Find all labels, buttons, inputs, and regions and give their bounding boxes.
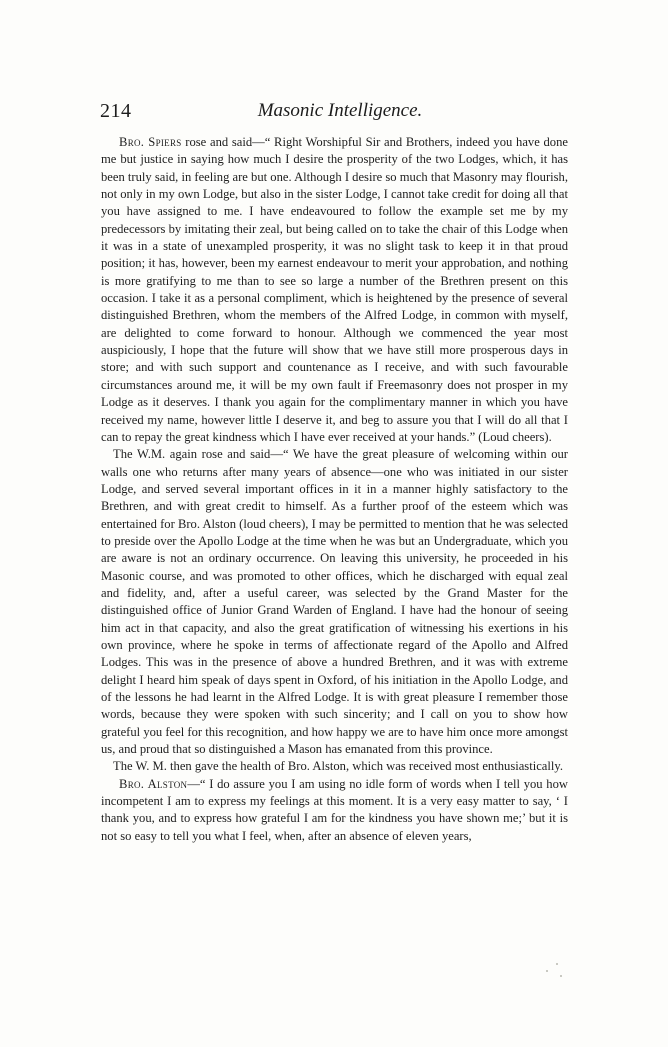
paper-speck — [560, 975, 562, 977]
paragraph-text: rose and said—“ Right Worshipful Sir and Brothers, indeed you have done me but justice in saying how much I desire the prosperity of the two Lodges, which, it has been truly said, in feeling are but one. Although I desire so much that Masonry may flourish, not only in my own Lodge, but also in the sister Lodge, I cannot take credit for doing all that you have assigned to me. I have endeavoured to follow the example set me by my predecessors by imitating their zeal, but being called on to take the chair of this Lodge when it was in a state of unexampled prosperity, it was no slight task to keep it in that proud position; it has, however, been my earnest endeavour to merit your approbation, and nothing is more gratifying to me than to see so large a number of the Brethren present on this occasion. I take it as a personal compliment, which is heightened by the presence of several distinguished Brethren, whom the members of the Alfred Lodge, in common with myself, are delighted to come forward to honour. Although we commenced the year most auspiciously, I hope that the future will show that we have still more prosperous days in store; and with such support and countenance as I receive, and with such favourable circumstances around me, it will be my own fault if Freemasonry does not prosper in my Lodge as it deserves. I thank you again for the complimentary manner in which you have received my name, however little I deserve it, and beg to assure you that I will do all that I can to repay the great kindness which I have ever received at your hands.” (Loud cheers). — [101, 135, 568, 444]
page-header — [100, 100, 568, 124]
body-text — [101, 134, 568, 845]
paragraph-alston-speech — [101, 776, 568, 845]
paper-speck — [556, 963, 558, 965]
page-number: 214 — [100, 100, 132, 122]
paragraph-text: —“ I do assure you I am using no idle form of words when I tell you how incompetent I am to express my feelings at this moment. It is a very easy matter to say, ‘ I thank you, and to express how grateful I am for the kindness you have shown me;’ but it is not so easy to tell you what I feel, when, after an absence of eleven years, — [101, 776, 568, 843]
paragraph-spiers-speech — [101, 134, 568, 446]
paragraph-health-toast — [101, 758, 568, 775]
paper-speck — [546, 970, 548, 972]
speaker-name: Bro. Alston — [119, 776, 188, 791]
paragraph-wm-speech — [101, 446, 568, 758]
speaker-name: Bro. Spiers — [119, 135, 182, 149]
paragraph-text: The W. M. then gave the health of Bro. Alston, which was received most enthusiastically. — [113, 759, 564, 774]
running-title: Masonic Intelligence. — [257, 100, 423, 121]
paragraph-text: The W.M. again rose and said—“ We have the great pleasure of welcoming within our walls one who returns after many years of absence—one who was initiated in our sister Lodge, and served several important offices in it in a manner highly satisfactory to the Brethren, and with great credit to himself. As a further proof of the esteem which was entertained for Bro. Alston (loud cheers), I may be permitted to mention that he was selected to preside over the Apollo Lodge at the time when he was but an Undergraduate, which you are aware is not an ordinary occurrence. On leaving this university, he proceeded in his Masonic course, and was promoted to other offices, which he discharged with equal zeal and fidelity, and, after a useful career, was selected by the Grand Master for the distinguished office of Junior Grand Warden of England. I have had the honour of seeing him act in that capacity, and also the great gratification of witnessing his exertions in his own province, where he spoke in terms of affectionate regard of the Apollo and Alfred Lodges. This was in the presence of above a hundred Brethren, and it was with extreme delight I heard him speak of days spent in Oxford, of his initiation in the Apollo Lodge, and of the lessons he had learnt in the Alfred Lodge. It is with great pleasure I remember those words, because they were spoken with such sincerity; and I call on you to show how grateful you feel for this recognition, and how happy we are to have him once more amongst us, and proud that so distinguished a Mason has emanated from this province. — [101, 447, 568, 757]
